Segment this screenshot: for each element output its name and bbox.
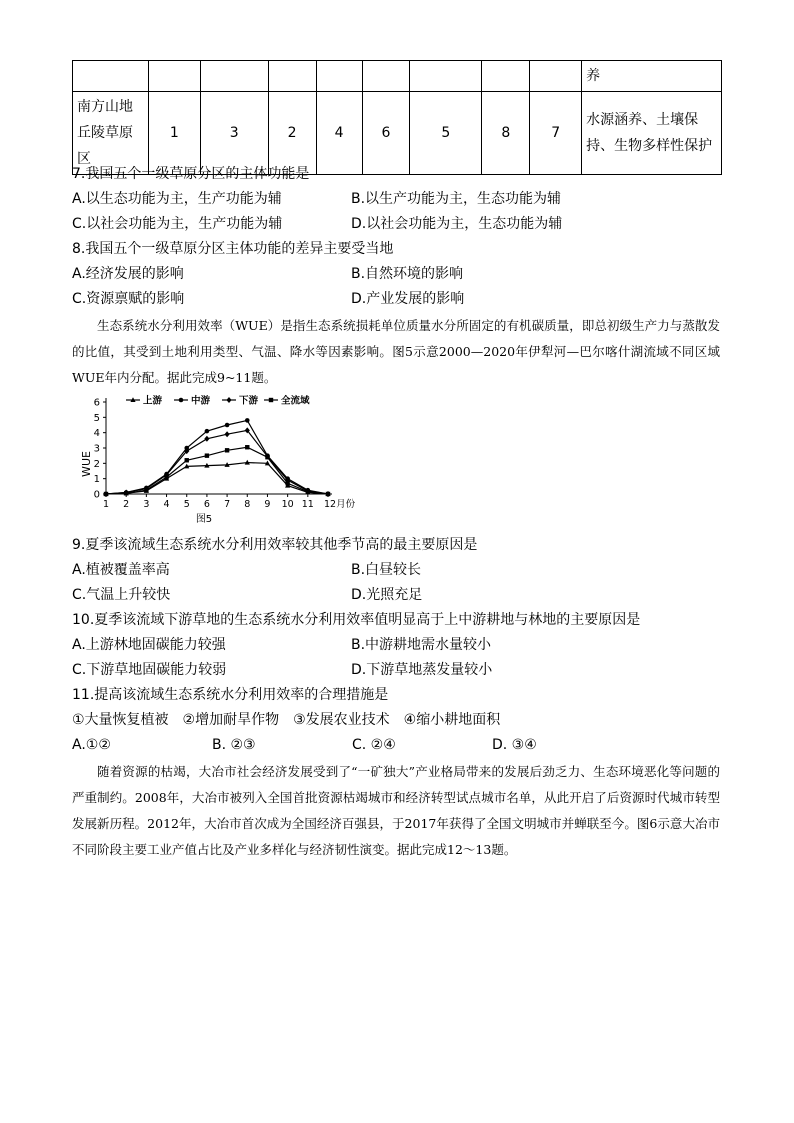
series-line-3 [106, 447, 328, 494]
q7-option-d[interactable]: D.以社会功能为主，生态功能为辅 [351, 216, 563, 232]
x-tick-label: 5 [183, 499, 190, 510]
series-line-1 [106, 420, 328, 494]
table-cell: 5 [410, 92, 482, 175]
legend-label: 上游 [143, 395, 163, 407]
q9-option-a[interactable]: A.植被覆盖率高 [72, 562, 170, 578]
legend-label: 中游 [191, 395, 211, 407]
q10-option-d[interactable]: D.下游草地蒸发量较小 [351, 662, 493, 678]
table-cell: 3 [200, 92, 268, 175]
data-point [225, 423, 230, 428]
legend-marker [226, 397, 231, 403]
table-cell: 7 [530, 92, 582, 175]
q11-option-a[interactable]: A.①② [72, 737, 111, 753]
data-point [285, 481, 289, 485]
x-tick-label: 8 [244, 499, 251, 510]
table-cell: 8 [482, 92, 530, 175]
y-tick-label: 0 [93, 489, 100, 501]
y-axis-label: WUE [80, 451, 93, 477]
question-10-stem: 10.夏季该流域下游草地的生态系统水分利用效率值明显高于上中游耕地与林地的主要原因是 [72, 612, 641, 628]
data-point [204, 436, 209, 442]
q11-option-b[interactable]: B. ②③ [212, 737, 256, 753]
data-point [185, 458, 189, 462]
table-cell [200, 61, 268, 92]
q11-measures: ①大量恢复植被 ②增加耐旱作物 ③发展农业技术 ④缩小耕地面积 [72, 712, 501, 728]
figure-caption: 图5 [195, 514, 213, 525]
q10-option-b[interactable]: B.中游耕地需水量较小 [351, 637, 492, 653]
x-tick-label: 10 [281, 499, 294, 510]
y-tick-label: 6 [93, 397, 100, 409]
q10-option-c[interactable]: C.下游草地固碳能力较弱 [72, 662, 227, 678]
table-row [73, 92, 722, 175]
table-cell: 4 [316, 92, 362, 175]
data-point [104, 492, 108, 496]
table-cell [410, 61, 482, 92]
x-tick-label: 7 [224, 499, 231, 510]
table-row [73, 61, 722, 92]
data-point [326, 492, 330, 496]
q8-option-a[interactable]: A.经济发展的影响 [72, 266, 184, 282]
series-line-2 [106, 430, 328, 494]
question-8-stem: 8.我国五个一级草原分区主体功能的差异主要受当地 [72, 241, 394, 257]
q10-option-a[interactable]: A.上游林地固碳能力较强 [72, 637, 226, 653]
data-point [245, 445, 249, 449]
table-cell [316, 61, 362, 92]
y-tick-label: 4 [93, 428, 100, 440]
q7-option-b[interactable]: B.以生产功能为主，生态功能为辅 [351, 191, 562, 207]
table-cell [530, 61, 582, 92]
data-point [124, 491, 128, 495]
q9-option-b[interactable]: B.白昼较长 [351, 562, 422, 578]
legend-label: 下游 [239, 395, 259, 407]
table-cell: 6 [362, 92, 410, 175]
data-point [306, 490, 310, 494]
x-tick-label: 9 [264, 499, 271, 510]
x-tick-label: 1 [102, 499, 110, 510]
x-tick-label: 3 [143, 499, 150, 510]
data-point [265, 455, 269, 459]
table-cell: 1 [148, 92, 200, 175]
legend-label: 全流域 [281, 395, 310, 407]
data-point [245, 418, 250, 423]
function-cell: 养 [582, 61, 722, 92]
table-cell: 2 [268, 92, 316, 175]
table-cell [482, 61, 530, 92]
y-tick-label: 1 [93, 474, 100, 486]
q11-option-d[interactable]: D. ③④ [492, 737, 537, 753]
q9-option-d[interactable]: D.光照充足 [351, 587, 423, 603]
y-tick-label: 2 [93, 458, 100, 470]
x-tick-label: 11 [301, 499, 314, 510]
q9-option-c[interactable]: C.气温上升较快 [72, 587, 171, 603]
table-cell [73, 61, 149, 92]
table-cell [148, 61, 200, 92]
q8-option-b[interactable]: B.自然环境的影响 [351, 266, 464, 282]
question-9-stem: 9.夏季该流域生态系统水分利用效率较其他季节高的最主要原因是 [72, 537, 478, 553]
q11-option-c[interactable]: C. ②④ [352, 737, 396, 753]
region-name-cell: 南方山地丘陵草原区 [73, 92, 149, 175]
question-7-stem: 7.我国五个一级草原分区的主体功能是 [72, 166, 310, 182]
table-cell [268, 61, 316, 92]
data-point [205, 429, 210, 434]
x-tick-label: 12月份 [324, 499, 356, 510]
grassland-table [72, 60, 722, 175]
x-tick-label: 2 [123, 499, 130, 510]
x-tick-label: 4 [163, 499, 170, 510]
data-point [224, 431, 229, 437]
data-point [225, 448, 229, 452]
q8-option-c[interactable]: C.资源禀赋的影响 [72, 291, 185, 307]
table-cell [362, 61, 410, 92]
y-tick-label: 5 [93, 412, 100, 424]
data-point [205, 453, 209, 457]
data-point [164, 475, 168, 479]
wue-line-chart [76, 392, 356, 526]
q7-option-c[interactable]: C.以社会功能为主，生产功能为辅 [72, 216, 283, 232]
y-tick-label: 3 [93, 443, 100, 455]
function-cell: 水源涵养、土壤保持、生物多样性保护 [582, 92, 722, 175]
passage-daye: 随着资源的枯竭，大冶市社会经济发展受到了“一矿独大”产业格局带来的发展后劲乏力、生态环境恶化等问题的严重制约。2008年，大冶市被列入全国首批资源枯竭城市和经济转型试点城市名单，从此开启了后资源时代城市转型发展新历程。2012年，大冶市首次成为全国经济百强县，于2017年获得了全国文明城市并蝉联至今。图6示意大冶市不同阶段主要工业产值占比及产业多样化与经济韧性演变。据此完成12～13题。 [72, 764, 720, 857]
legend-marker [269, 398, 273, 402]
question-11-stem: 11.提高该流域生态系统水分利用效率的合理措施是 [72, 687, 389, 703]
data-point [144, 488, 148, 492]
legend-marker [179, 398, 184, 403]
q8-option-d[interactable]: D.产业发展的影响 [351, 291, 465, 307]
q7-option-a[interactable]: A.以生态功能为主，生产功能为辅 [72, 191, 282, 207]
passage-wue: 生态系统水分利用效率（WUE）是指生态系统损耗单位质量水分所固定的有机碳质量，即总初级生产力与蒸散发的比值，其受到土地利用类型、气温、降水等因素影响。图5示意2000—2020年伊犁河—巴尔喀什湖流域不同区域WUE年内分配。据此完成9~11题。 [72, 318, 720, 385]
x-tick-label: 6 [203, 499, 210, 510]
